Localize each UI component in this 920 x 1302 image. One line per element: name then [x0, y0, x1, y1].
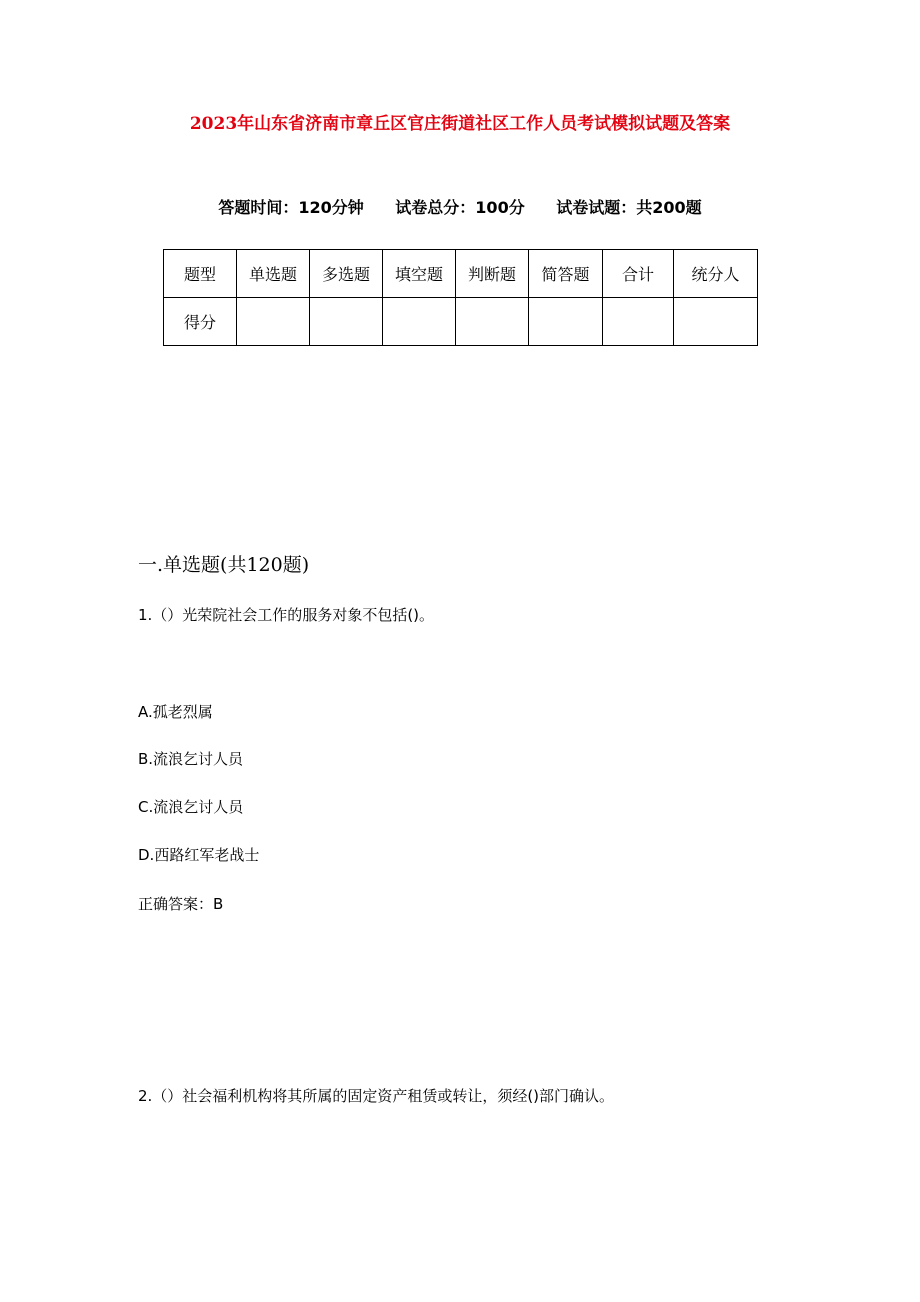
score-table-score-row: [164, 298, 758, 346]
score-cell: [310, 298, 383, 346]
exam-time: 答题时间：120分钟: [218, 198, 364, 217]
header-cell-scorer: 统分人: [674, 250, 758, 298]
header-cell-fill-blank: 填空题: [383, 250, 456, 298]
score-cell: [529, 298, 603, 346]
exam-total-score: 试卷总分：100分: [395, 198, 525, 217]
header-cell-short-answer: 简答题: [529, 250, 603, 298]
header-cell-true-false: 判断题: [456, 250, 529, 298]
question-1-stem: 1.（）光荣院社会工作的服务对象不包括()。: [138, 606, 435, 624]
score-cell: [237, 298, 310, 346]
score-cell: [383, 298, 456, 346]
question-2-stem: 2.（）社会福利机构将其所属的固定资产租赁或转让，须经()部门确认。: [138, 1087, 615, 1105]
header-cell-type: 题型: [164, 250, 237, 298]
score-cell: [674, 298, 758, 346]
header-cell-multiple-choice: 多选题: [310, 250, 383, 298]
question-1-answer: 正确答案：B: [138, 895, 224, 913]
score-cell: [603, 298, 674, 346]
header-cell-total: 合计: [603, 250, 674, 298]
document-title: 2023年山东省济南市章丘区官庄街道社区工作人员考试模拟试题及答案: [189, 114, 731, 134]
exam-meta: [0, 196, 920, 220]
score-cell: [456, 298, 529, 346]
question-1-option-b: B.流浪乞讨人员: [138, 750, 244, 768]
score-table: [163, 249, 758, 346]
header-cell-single-choice: 单选题: [237, 250, 310, 298]
question-1-option-d: D.西路红军老战士: [138, 846, 260, 864]
section-title: 一.单选题(共120题): [138, 554, 310, 576]
score-table-header-row: [164, 250, 758, 298]
question-1-option-a: A.孤老烈属: [138, 703, 213, 721]
question-1-option-c: C.流浪乞讨人员: [138, 798, 244, 816]
score-row-label: 得分: [164, 298, 237, 346]
exam-question-count: 试卷试题：共200题: [556, 198, 702, 217]
